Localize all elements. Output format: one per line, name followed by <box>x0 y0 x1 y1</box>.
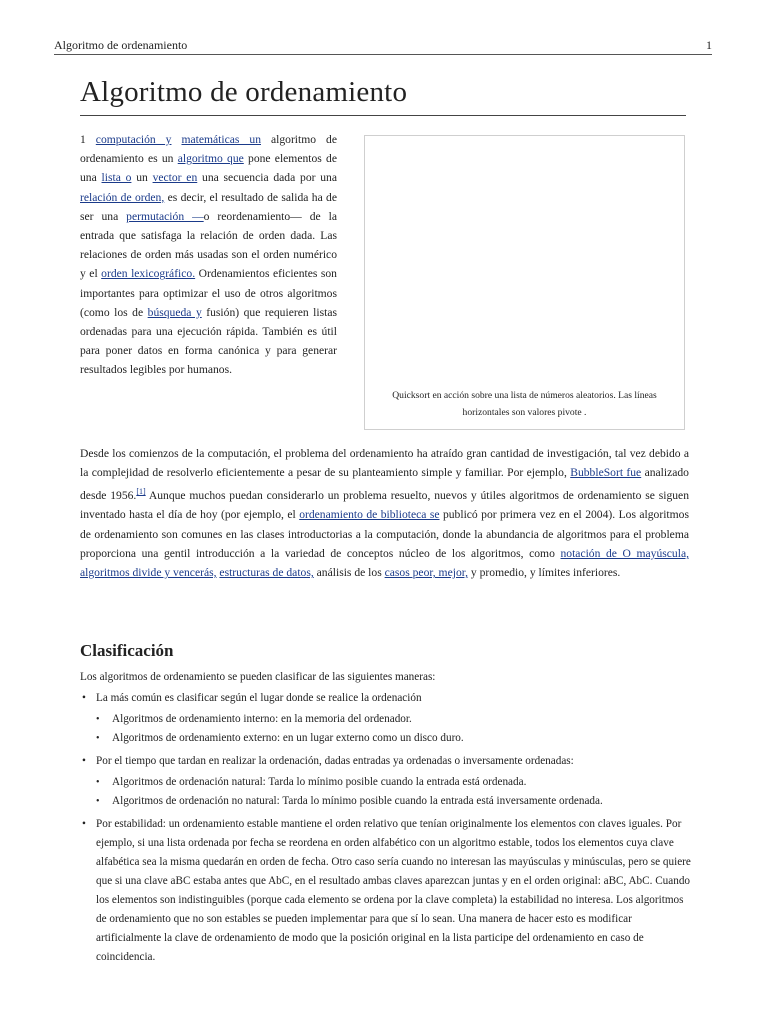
classification-intro: Los algoritmos de ordenamiento se pueden clasificar de las siguientes maneras: <box>80 671 436 683</box>
sub-list-item: • Algoritmos de ordenación no natural: Tarda lo mínimo posible cuando la entrada está inversamente ordenada. <box>96 792 692 811</box>
link-bubblesort[interactable]: BubbleSort fue <box>570 466 642 480</box>
link-vector[interactable]: vector en <box>152 171 198 185</box>
link-estructuras-datos[interactable]: estructuras de datos, <box>219 566 314 580</box>
intro-paragraph: 1 computación y matemáticas un algoritmo de ordenamiento es un algoritmo que pone elementos de una lista o un vector en una secuencia dada por una relación de orden, es decir, el resultado de salida ha de ser una permutación —o reordenamiento— de la entrada que satisfaga la relación de orden dada. Las relaciones de orden más usadas son el orden numérico y el orden lexicográfico. Ordenamientos eficientes son importantes para optimizar el uso de otros algoritmos (como los de búsqueda y fusión) que requieren listas ordenadas para una ejecución rápida. También es útil para poner datos en forma canónica y para generar resultados legibles por humanos. <box>80 133 338 377</box>
link-orden-lexicografico[interactable]: orden lexicográfico. <box>101 267 196 281</box>
page-number: 1 <box>706 38 712 52</box>
sub-list-item: • Algoritmos de ordenación natural: Tarda lo mínimo posible cuando la entrada está ordenada. <box>96 773 692 792</box>
sub-list <box>96 773 692 811</box>
figure-caption: Quicksort en acción sobre una lista de números aleatorios. Las líneas horizontales son valores pivote . <box>392 390 657 418</box>
list-item <box>80 752 692 811</box>
list-item-text: Por estabilidad: un ordenamiento estable mantiene el orden relativo que tenían originalmente los elementos con claves iguales. Por ejemplo, si una lista ordenada por fecha se reordena en orden alfabético con un algoritmo estable, todos los elementos cuya clave alfabética sea la misma quedarán en orden de fecha. Otro caso sería cuando no interesan las mayúsculas y minúsculas, pero se quiere que si una clave aBC estaba antes que AbC, en el resultado ambas claves aparezcan juntas y en el orden original: aBC, AbC. Cuando los elementos son indistinguibles (porque cada elemento se ordena por la clave completa) la estabilidad no interesa. Los algoritmos de ordenamiento que no son estables se pueden implementar para que sí lo sean. Una manera de hacer esto es modificar artificialmente la clave de ordenamiento de modo que la posición original en la lista participe del ordenamiento en caso de coincidencia. <box>96 818 691 963</box>
list-item <box>80 689 692 748</box>
history-paragraph: Desde los comienzos de la computación, el problema del ordenamiento ha atraído gran cantidad de investigación, tal vez debido a la complejidad de resolverlo eficientemente a pesar de su planteamiento simple y familiar. Por ejemplo, BubbleSort fue analizado desde 1956.[1] Aunque muchos puedan considerarlo un problema resuelto, nuevos y útiles algoritmos de ordenamiento se siguen inventado hasta el día de hoy (por ejemplo, el ordenamiento de biblioteca se publicó por primera vez en el 2004). Los algoritmos de ordenamiento son comunes en las clases introductorias a la computación, donde la abundancia de algoritmos para el problema proporciona una gentil introducción a la variedad de conceptos núcleo de los algoritmos, como notación de O mayúscula, algoritmos divide y vencerás, estructuras de datos, análisis de los casos peor, mejor, y promedio, y límites inferiores. <box>80 447 690 580</box>
running-title: Algoritmo de ordenamiento <box>54 38 188 52</box>
list-item-text: Por el tiempo que tardan en realizar la ordenación, dadas entradas ya ordenadas o inversamente ordenadas: <box>96 755 574 767</box>
link-computacion[interactable]: computación y <box>95 133 172 146</box>
link-busqueda[interactable]: búsqueda y <box>147 305 202 319</box>
figure-box <box>364 135 685 430</box>
link-notacion-o[interactable]: notación de O mayúscula, <box>560 546 689 560</box>
classification-section <box>80 668 692 971</box>
reference-link[interactable]: [1] <box>136 487 146 497</box>
sub-list <box>96 710 692 748</box>
list-item <box>80 815 692 967</box>
link-ordenamiento-biblioteca[interactable]: ordenamiento de biblioteca se <box>299 508 440 522</box>
link-permutacion[interactable]: permutación — <box>126 209 204 223</box>
sub-list-item: • Algoritmos de ordenamiento interno: en la memoria del ordenador. <box>96 710 692 729</box>
link-lista[interactable]: lista o <box>101 171 132 185</box>
sub-list-item: • Algoritmos de ordenamiento externo: en un lugar externo como un disco duro. <box>96 729 692 748</box>
link-relacion-de-orden[interactable]: relación de orden, <box>80 190 165 204</box>
classification-list <box>80 689 692 967</box>
section-heading-clasificacion: Clasificación <box>80 641 174 660</box>
link-matematicas[interactable]: matemáticas un <box>181 133 261 146</box>
page-title: Algoritmo de ordenamiento <box>80 76 686 116</box>
running-header <box>54 38 712 55</box>
list-item-text: La más común es clasificar según el lugar donde se realice la ordenación <box>96 692 422 704</box>
link-divide-venceras[interactable]: algoritmos divide y vencerás, <box>80 566 217 580</box>
link-casos-peor-mejor[interactable]: casos peor, mejor, <box>384 566 469 580</box>
link-algoritmo[interactable]: algoritmo que <box>177 152 244 166</box>
